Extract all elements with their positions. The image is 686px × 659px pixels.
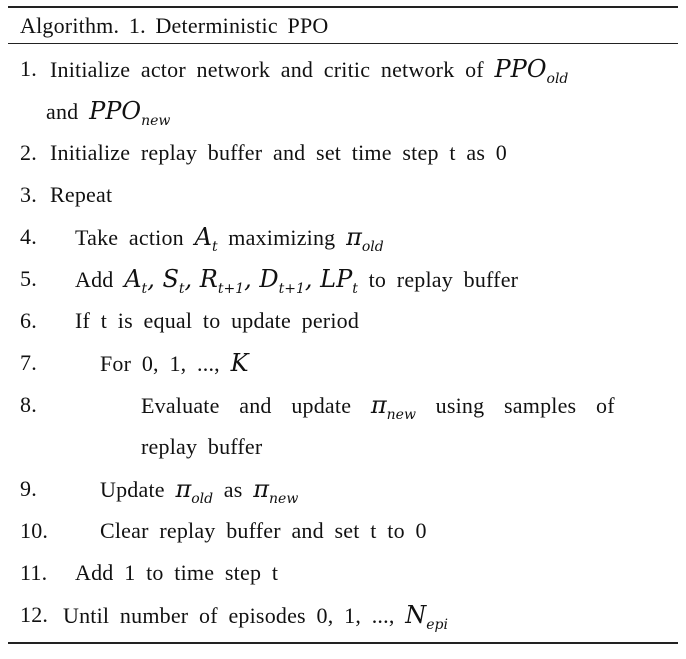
algorithm-line-5 — [8, 258, 678, 300]
line-text: Evaluate and update $\pi_{new}$ using samples of — [141, 391, 615, 423]
algorithm-line-8 — [8, 384, 678, 426]
algorithm-box — [8, 6, 678, 644]
line-text: Repeat — [50, 182, 113, 207]
line-text: Add 1 to time step t — [75, 560, 279, 585]
algorithm-line-4 — [8, 216, 678, 258]
math-pi-old: $\pi_{old}$ — [175, 475, 214, 507]
line-number: 11. — [20, 560, 48, 585]
math-pi-old: $\pi_{old}$ — [346, 223, 384, 255]
algorithm-line-9 — [8, 468, 678, 510]
line-number: 9. — [20, 476, 37, 501]
math-ppo-new: $PPO_{new}$ — [89, 97, 171, 129]
line-text: Add $A_t$, $S_t$, $R_{t+1}$, $D_{t+1}$, $LP_t$ to replay buffer — [75, 265, 519, 297]
line-text: Until number of episodes 0, 1, ..., $N_{epi}$ — [63, 601, 448, 633]
line-number: 10. — [20, 518, 49, 543]
algorithm-line-7 — [8, 342, 678, 384]
math-k: K — [230, 349, 249, 377]
line-text: Initialize replay buffer and set time step t as 0 — [50, 140, 507, 165]
line-number: 8. — [20, 392, 37, 417]
math-ppo-old: $PPO_{old}$ — [494, 55, 569, 87]
math-pi-new: $\pi_{new}$ — [370, 391, 416, 423]
algorithm-line-8-continued — [8, 426, 678, 468]
line-number: 7. — [20, 350, 37, 375]
algorithm-line-6 — [8, 300, 678, 342]
line-text: replay buffer — [141, 434, 263, 459]
algorithm-line-1-continued — [8, 90, 678, 132]
algorithm-line-2 — [8, 132, 678, 174]
algorithm-line-3 — [8, 174, 678, 216]
algorithm-line-12 — [8, 594, 678, 636]
math-transition-tuple: $A_t$, $S_t$, $R_{t+1}$, $D_{t+1}$, $LP_t$ — [124, 265, 358, 297]
line-number: 3. — [20, 182, 37, 207]
line-text: Initialize actor network and critic network of $PPO_{old}$ — [50, 55, 569, 87]
math-n-epi: $N_{epi}$ — [405, 601, 448, 633]
line-text: Take action $A_t$ maximizing $\pi_{old}$ — [75, 223, 384, 255]
algorithm-body — [8, 44, 678, 642]
math-pi-new: $\pi_{new}$ — [253, 475, 299, 507]
algorithm-title: Algorithm. 1. Deterministic PPO — [20, 13, 329, 38]
line-text: For 0, 1, ..., K — [100, 349, 249, 377]
algorithm-line-10 — [8, 510, 678, 552]
line-number: 1. — [20, 56, 37, 81]
math-a-t: $A_t$ — [194, 223, 218, 255]
line-text: Clear replay buffer and set t to 0 — [100, 518, 427, 543]
line-text: and $PPO_{new}$ — [46, 97, 171, 129]
line-text: If t is equal to update period — [75, 308, 360, 333]
line-text: Update $\pi_{old}$ as $\pi_{new}$ — [100, 475, 299, 507]
line-number: 5. — [20, 266, 37, 291]
line-number: 12. — [20, 602, 49, 627]
algorithm-line-11 — [8, 552, 678, 594]
line-number: 6. — [20, 308, 37, 333]
algorithm-line-1 — [8, 48, 678, 90]
line-number: 2. — [20, 140, 37, 165]
line-number: 4. — [20, 224, 37, 249]
